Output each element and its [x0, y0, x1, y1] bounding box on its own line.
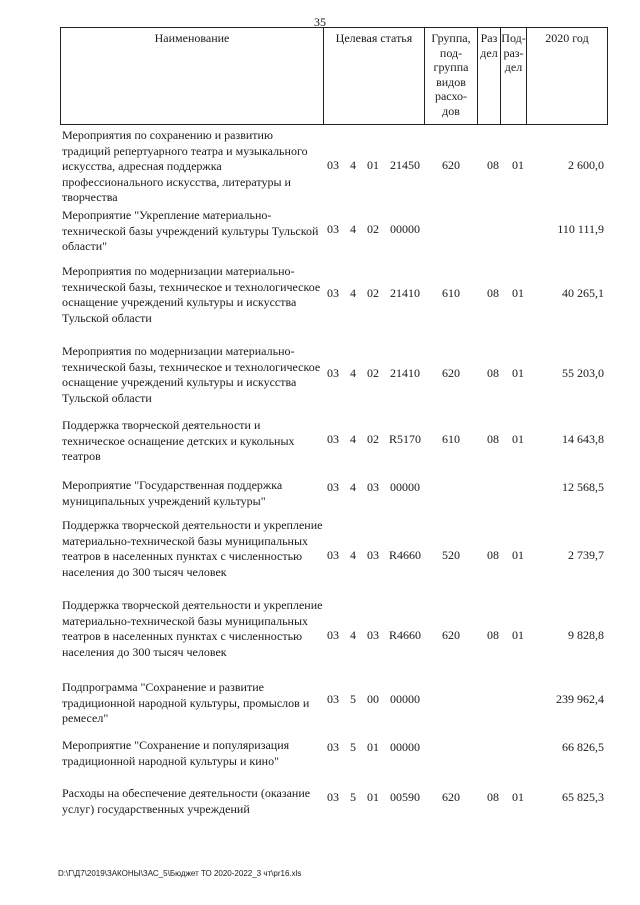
row-podrazdel: 01 — [512, 628, 524, 642]
page-number: 35 — [314, 15, 326, 29]
row-razdel: 08 — [487, 158, 499, 172]
table-row — [0, 418, 640, 468]
row-code-4: 21450 — [390, 158, 420, 172]
row-podrazdel: 01 — [512, 432, 524, 446]
row-name: Мероприятия по сохранению и развитию традиций репертуарного театра и музыкального искусства, адресная поддержка профессионального искусства, литературы и творчества — [62, 128, 308, 204]
row-code-1: 03 — [327, 548, 339, 562]
row-code-2: 4 — [350, 548, 356, 562]
row-name: Поддержка творческой деятельности и техническое оснащение детских и кукольных театров — [62, 418, 295, 463]
row-code-4: 00000 — [390, 480, 420, 494]
row-name: Поддержка творческой деятельности и укрепление материально-технической базы муниципальных театров в населенных пунктах с численностью населения до 300 тысяч человек — [62, 598, 323, 659]
row-value: 239 962,4 — [556, 692, 604, 706]
table-row — [0, 518, 640, 596]
table-row — [0, 738, 640, 772]
row-razdel: 08 — [487, 790, 499, 804]
row-code-1: 03 — [327, 628, 339, 642]
row-code-2: 4 — [350, 432, 356, 446]
row-code-4: 00000 — [390, 692, 420, 706]
row-code-2: 4 — [350, 628, 356, 642]
row-code-3: 02 — [367, 286, 379, 300]
row-code-4: R4660 — [388, 628, 421, 642]
row-code-3: 01 — [367, 740, 379, 754]
row-value: 14 643,8 — [562, 432, 604, 446]
row-podrazdel: 01 — [512, 548, 524, 562]
header-target-article: Целевая статья — [323, 27, 425, 125]
row-code-1: 03 — [327, 432, 339, 446]
row-group: 520 — [442, 548, 460, 562]
row-code-4: 21410 — [390, 366, 420, 380]
row-group: 620 — [442, 158, 460, 172]
row-podrazdel: 01 — [512, 790, 524, 804]
row-code-3: 02 — [367, 222, 379, 236]
row-code-3: 02 — [367, 366, 379, 380]
row-code-3: 01 — [367, 790, 379, 804]
row-code-2: 4 — [350, 286, 356, 300]
row-razdel: 08 — [487, 432, 499, 446]
row-code-3: 02 — [367, 432, 379, 446]
header-expense-group: Группа, под- группа видов расхо- дов — [424, 27, 478, 125]
row-razdel: 08 — [487, 286, 499, 300]
file-path-footer: D:\Г\Д7\2019\ЗАКОНЫ\ЗАС_5\Бюджет ТО 2020-2022_3 чт\pr16.xls — [58, 869, 302, 878]
row-code-4: 00000 — [390, 222, 420, 236]
row-value: 66 826,5 — [562, 740, 604, 754]
row-code-1: 03 — [327, 692, 339, 706]
row-code-1: 03 — [327, 286, 339, 300]
row-code-4: R4660 — [388, 548, 421, 562]
table-row — [0, 208, 640, 258]
row-razdel: 08 — [487, 548, 499, 562]
row-value: 110 111,9 — [557, 222, 604, 236]
row-razdel: 08 — [487, 628, 499, 642]
row-code-2: 4 — [350, 366, 356, 380]
row-code-2: 4 — [350, 222, 356, 236]
row-code-1: 03 — [327, 790, 339, 804]
table-row — [0, 598, 640, 676]
row-code-3: 01 — [367, 158, 379, 172]
table-row — [0, 786, 640, 820]
row-name: Подпрограмма "Сохранение и развитие традиционной народной культуры, промыслов и ремесел" — [62, 680, 310, 725]
row-code-2: 5 — [350, 692, 356, 706]
row-name: Поддержка творческой деятельности и укрепление материально-технической базы муниципальных театров в населенных пунктах с численностью населения до 300 тысяч человек — [62, 518, 323, 579]
row-code-1: 03 — [327, 480, 339, 494]
row-value: 2 739,7 — [568, 548, 604, 562]
table-row — [0, 128, 640, 206]
row-podrazdel: 01 — [512, 158, 524, 172]
row-value: 65 825,3 — [562, 790, 604, 804]
row-code-4: 00590 — [390, 790, 420, 804]
header-podrazdel: Под- раз- дел — [500, 27, 527, 125]
row-code-1: 03 — [327, 366, 339, 380]
row-value: 12 568,5 — [562, 480, 604, 494]
row-code-3: 03 — [367, 548, 379, 562]
row-code-1: 03 — [327, 740, 339, 754]
row-group: 620 — [442, 628, 460, 642]
row-code-4: R5170 — [388, 432, 421, 446]
row-name: Мероприятие "Сохранение и популяризация традиционной народной культуры и кино" — [62, 738, 290, 768]
row-value: 2 600,0 — [568, 158, 604, 172]
row-name: Мероприятия по модернизации материально-технической базы, техническое и технологическое оснащение учреждений культуры и искусства Тульской области — [62, 344, 321, 405]
header-year: 2020 год — [526, 27, 608, 125]
row-podrazdel: 01 — [512, 366, 524, 380]
row-code-2: 5 — [350, 790, 356, 804]
row-name: Расходы на обеспечение деятельности (оказание услуг) государственных учреждений — [62, 786, 311, 816]
row-code-2: 5 — [350, 740, 356, 754]
row-group: 620 — [442, 790, 460, 804]
row-name: Мероприятие "Укрепление материально-технической базы учреждений культуры Тульской области" — [62, 208, 319, 253]
table-row — [0, 264, 640, 334]
row-code-3: 03 — [367, 628, 379, 642]
row-group: 610 — [442, 286, 460, 300]
row-name: Мероприятия по модернизации материально-технической базы, техническое и технологическое оснащение учреждений культуры и искусства Тульской области — [62, 264, 321, 325]
header-razdel: Раз дел — [477, 27, 501, 125]
row-group: 610 — [442, 432, 460, 446]
row-name: Мероприятие "Государственная поддержка муниципальных учреждений культуры" — [62, 478, 283, 508]
row-value: 40 265,1 — [562, 286, 604, 300]
table-row — [0, 344, 640, 414]
row-podrazdel: 01 — [512, 286, 524, 300]
row-value: 9 828,8 — [568, 628, 604, 642]
table-row — [0, 680, 640, 730]
row-code-3: 03 — [367, 480, 379, 494]
row-code-4: 21410 — [390, 286, 420, 300]
row-code-2: 4 — [350, 158, 356, 172]
row-razdel: 08 — [487, 366, 499, 380]
row-value: 55 203,0 — [562, 366, 604, 380]
row-code-4: 00000 — [390, 740, 420, 754]
row-code-1: 03 — [327, 158, 339, 172]
table-row — [0, 478, 640, 512]
row-code-3: 00 — [367, 692, 379, 706]
row-group: 620 — [442, 366, 460, 380]
row-code-1: 03 — [327, 222, 339, 236]
row-code-2: 4 — [350, 480, 356, 494]
header-name: Наименование — [60, 27, 324, 125]
